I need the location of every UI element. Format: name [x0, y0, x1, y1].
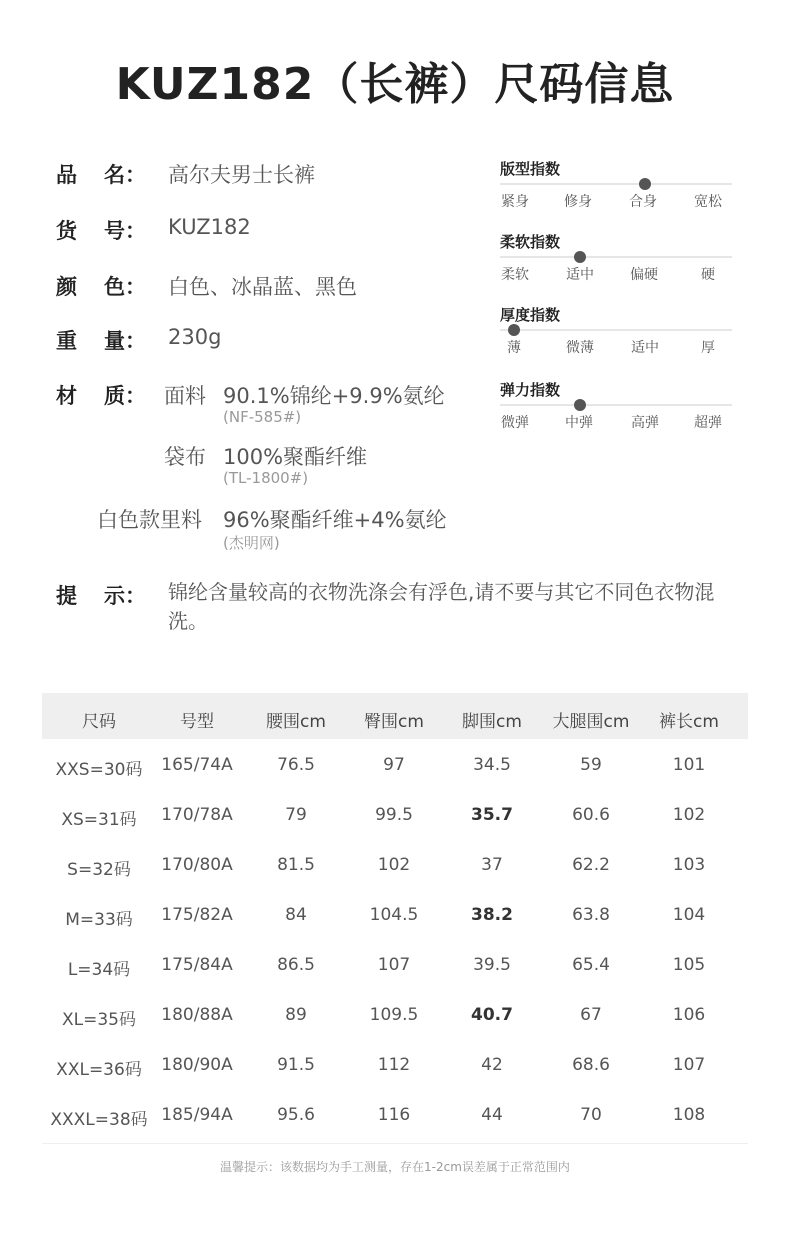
- label-char: 号：: [104, 219, 146, 243]
- index-option: 偏硬: [630, 267, 658, 283]
- index-option: 高弹: [631, 415, 659, 431]
- header-cell: 尺码: [82, 712, 116, 732]
- product-colors: 白色、冰晶蓝、黑色: [168, 275, 357, 299]
- table-cell: 95.6: [277, 1105, 315, 1125]
- index-marker: [508, 324, 520, 336]
- table-cell: 101: [672, 755, 706, 775]
- table-cell: 91.5: [277, 1055, 315, 1075]
- table-cell: L=34码: [67, 960, 131, 980]
- table-cell: 97: [383, 755, 405, 775]
- table-cell: 76.5: [277, 755, 315, 775]
- table-divider: [42, 1143, 748, 1144]
- table-cell: 116: [377, 1105, 411, 1125]
- index-option: 适中: [631, 340, 659, 356]
- label-char: 材: [56, 384, 77, 408]
- material-part: 袋布: [164, 445, 206, 469]
- table-cell: XS=31码: [61, 810, 137, 830]
- header-cell: 裤长cm: [659, 712, 719, 732]
- header-cell: 脚围cm: [462, 712, 522, 732]
- table-cell: 104: [672, 905, 706, 925]
- index-marker: [574, 251, 586, 263]
- index-option: 紧身: [501, 194, 529, 210]
- material-composition: 96%聚酯纤维+4%氨纶: [223, 508, 447, 532]
- table-cell: 170/80A: [161, 855, 233, 875]
- header-cell: 臀围cm: [364, 712, 424, 732]
- table-cell: 170/78A: [161, 805, 233, 825]
- index-option: 微弹: [501, 415, 529, 431]
- table-cell: 38.2: [471, 905, 513, 925]
- table-cell: 109.5: [369, 1005, 419, 1025]
- table-cell: XXL=36码: [56, 1060, 142, 1080]
- material-part: 面料: [164, 384, 206, 408]
- product-name: 高尔夫男士长裤: [168, 163, 315, 187]
- index-marker: [639, 178, 651, 190]
- table-cell: 59: [580, 755, 602, 775]
- table-cell: 67: [580, 1005, 602, 1025]
- label-char: 品: [56, 163, 77, 187]
- table-cell: 62.2: [572, 855, 610, 875]
- index-option: 中弹: [565, 415, 593, 431]
- table-cell: XXXL=38码: [50, 1110, 148, 1130]
- index-track: [500, 404, 732, 406]
- table-cell: 108: [672, 1105, 706, 1125]
- label-char: 货: [56, 219, 77, 243]
- table-cell: 65.4: [572, 955, 610, 975]
- table-cell: 175/84A: [161, 955, 233, 975]
- index-option: 宽松: [694, 194, 722, 210]
- index-option: 硬: [701, 267, 715, 283]
- label-char: 提: [56, 584, 77, 608]
- header-cell: 大腿围cm: [552, 712, 630, 732]
- table-cell: 102: [672, 805, 706, 825]
- material-part: 白色款里料: [97, 508, 202, 532]
- page-title: KUZ182（长裤）尺码信息: [115, 59, 675, 110]
- table-cell: XXS=30码: [55, 760, 143, 780]
- table-cell: 68.6: [572, 1055, 610, 1075]
- table-cell: 44: [481, 1105, 503, 1125]
- measurement-note: 温馨提示：该数据均为手工测量，存在1-2cm误差属于正常范围内: [220, 1160, 570, 1174]
- table-cell: 106: [672, 1005, 706, 1025]
- table-cell: 104.5: [369, 905, 419, 925]
- table-cell: S=32码: [67, 860, 131, 880]
- index-title: 版型指数: [500, 160, 561, 178]
- material-code: (NF-585#): [223, 408, 302, 426]
- table-cell: 70: [580, 1105, 602, 1125]
- index-track: [500, 256, 732, 258]
- index-option: 修身: [564, 194, 592, 210]
- table-cell: 185/94A: [161, 1105, 233, 1125]
- label-char: 颜: [56, 275, 77, 299]
- table-cell: 175/82A: [161, 905, 233, 925]
- table-cell: 60.6: [572, 805, 610, 825]
- table-cell: 103: [672, 855, 706, 875]
- table-header: [42, 693, 748, 739]
- table-cell: XL=35码: [62, 1010, 136, 1030]
- table-cell: 89: [285, 1005, 307, 1025]
- table-cell: M=33码: [65, 910, 133, 930]
- table-cell: 37: [481, 855, 503, 875]
- index-marker: [574, 399, 586, 411]
- table-cell: 84: [285, 905, 307, 925]
- table-cell: 102: [377, 855, 411, 875]
- index-track: [500, 183, 732, 185]
- material-composition: 90.1%锦纶+9.9%氨纶: [223, 384, 445, 408]
- table-cell: 86.5: [277, 955, 315, 975]
- index-title: 厚度指数: [500, 306, 561, 324]
- table-cell: 40.7: [471, 1005, 513, 1025]
- table-cell: 105: [672, 955, 706, 975]
- table-cell: 39.5: [473, 955, 511, 975]
- index-option: 适中: [566, 267, 594, 283]
- material-composition: 100%聚酯纤维: [223, 445, 368, 469]
- table-cell: 79: [285, 805, 307, 825]
- index-title: 柔软指数: [500, 233, 561, 251]
- index-option: 薄: [507, 340, 521, 356]
- table-cell: 165/74A: [161, 755, 233, 775]
- index-option: 微薄: [566, 340, 594, 356]
- index-option: 柔软: [501, 267, 529, 283]
- index-option: 厚: [701, 340, 715, 356]
- header-cell: 号型: [180, 712, 214, 732]
- label-char: 名：: [104, 163, 146, 187]
- care-tip: 锦纶含量较高的衣物洗涤会有浮色,请不要与其它不同色衣物混洗。: [168, 580, 715, 633]
- table-cell: 180/90A: [161, 1055, 233, 1075]
- label-char: 重: [56, 329, 77, 353]
- table-cell: 34.5: [473, 755, 511, 775]
- product-weight: 230g: [168, 325, 222, 349]
- table-cell: 180/88A: [161, 1005, 233, 1025]
- product-sku: KUZ182: [168, 215, 251, 239]
- material-code: (TL-1800#): [223, 469, 309, 487]
- table-cell: 42: [481, 1055, 503, 1075]
- index-option: 合身: [629, 194, 657, 210]
- table-cell: 99.5: [375, 805, 413, 825]
- index-title: 弹力指数: [500, 381, 561, 399]
- table-cell: 35.7: [471, 805, 513, 825]
- label-char: 量：: [104, 329, 146, 353]
- label-char: 质：: [104, 384, 146, 408]
- table-cell: 81.5: [277, 855, 315, 875]
- table-cell: 112: [377, 1055, 411, 1075]
- table-cell: 63.8: [572, 905, 610, 925]
- index-track: [500, 329, 732, 331]
- material-code: (杰明网): [223, 534, 280, 552]
- table-cell: 107: [672, 1055, 706, 1075]
- label-char: 色：: [104, 275, 146, 299]
- label-char: 示：: [104, 584, 146, 608]
- table-cell: 107: [377, 955, 411, 975]
- header-cell: 腰围cm: [266, 712, 326, 732]
- index-option: 超弹: [694, 415, 722, 431]
